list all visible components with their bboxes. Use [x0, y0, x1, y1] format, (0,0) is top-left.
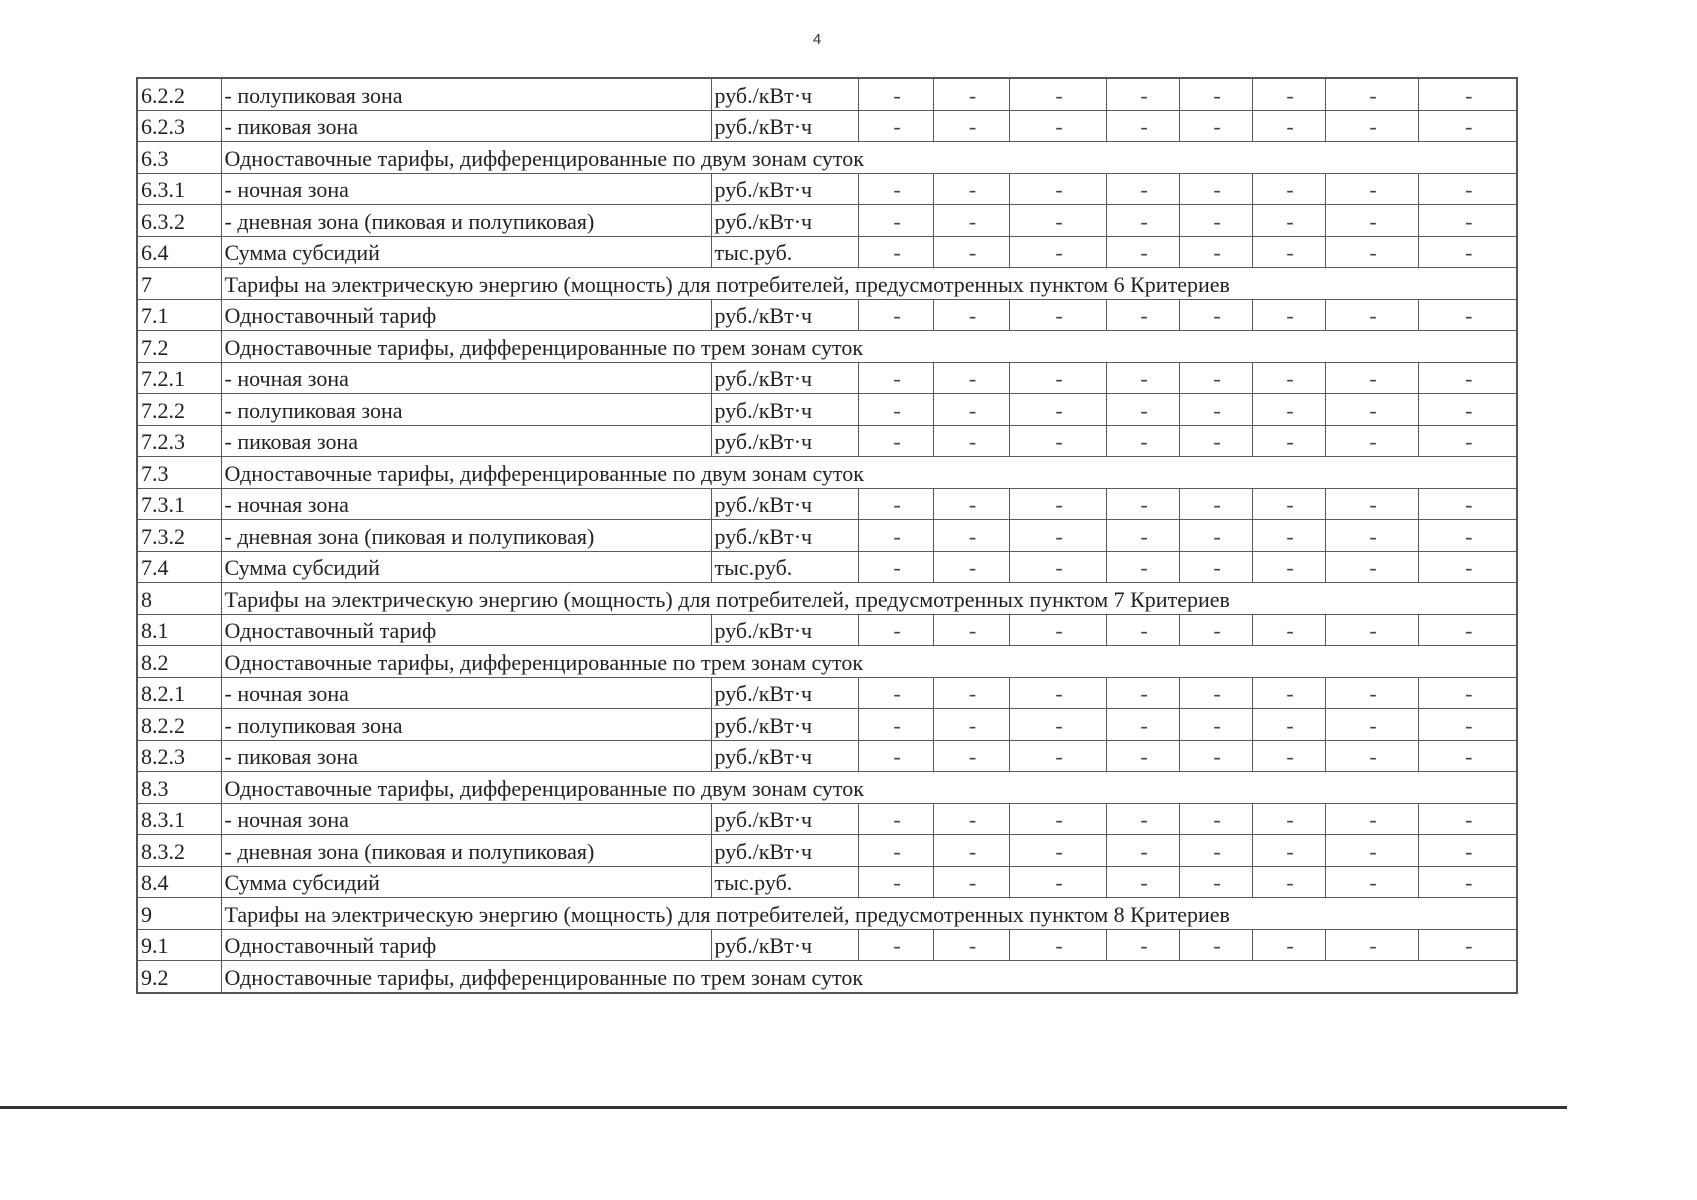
unit-cell: руб./кВт·ч — [711, 929, 858, 961]
value-cell: - — [1009, 173, 1106, 205]
indicator-name: - полупиковая зона — [221, 78, 711, 110]
row-number: 7.2.3 — [137, 425, 221, 457]
value-cell: - — [1009, 236, 1106, 268]
value-cell: - — [858, 394, 933, 426]
value-cell: - — [1179, 929, 1252, 961]
value-cell: - — [933, 299, 1009, 331]
indicator-name: - полупиковая зона — [221, 709, 711, 741]
row-number: 6.3.1 — [137, 173, 221, 205]
row-number: 7.3.1 — [137, 488, 221, 520]
table-row — [137, 78, 1517, 110]
value-cell: - — [933, 362, 1009, 394]
value-cell: - — [1252, 488, 1325, 520]
table-row — [137, 677, 1517, 709]
value-cell: - — [1009, 835, 1106, 867]
value-cell: - — [1418, 362, 1517, 394]
value-cell: - — [1325, 110, 1418, 142]
value-cell: - — [1009, 425, 1106, 457]
table-row — [137, 425, 1517, 457]
row-number: 9.2 — [137, 961, 221, 993]
table-row — [137, 803, 1517, 835]
value-cell: - — [1106, 110, 1179, 142]
unit-cell: руб./кВт·ч — [711, 362, 858, 394]
value-cell: - — [1325, 78, 1418, 110]
value-cell: - — [1325, 236, 1418, 268]
value-cell: - — [858, 299, 933, 331]
value-cell: - — [933, 236, 1009, 268]
value-cell: - — [1252, 394, 1325, 426]
value-cell: - — [1252, 236, 1325, 268]
unit-cell: руб./кВт·ч — [711, 677, 858, 709]
table-row — [137, 551, 1517, 583]
value-cell: - — [1418, 110, 1517, 142]
value-cell: - — [1009, 299, 1106, 331]
value-cell: - — [1106, 362, 1179, 394]
value-cell: - — [1106, 425, 1179, 457]
unit-cell: руб./кВт·ч — [711, 205, 858, 237]
value-cell: - — [1009, 488, 1106, 520]
value-cell: - — [1106, 835, 1179, 867]
value-cell: - — [1179, 614, 1252, 646]
section-header-row — [137, 772, 1517, 804]
row-number: 7.2 — [137, 331, 221, 363]
value-cell: - — [858, 803, 933, 835]
value-cell: - — [858, 929, 933, 961]
value-cell: - — [1418, 520, 1517, 552]
value-cell: - — [1179, 394, 1252, 426]
value-cell: - — [1179, 520, 1252, 552]
value-cell: - — [1418, 614, 1517, 646]
row-number: 7.2.1 — [137, 362, 221, 394]
unit-cell: тыс.руб. — [711, 236, 858, 268]
row-number: 6.4 — [137, 236, 221, 268]
value-cell: - — [1252, 205, 1325, 237]
value-cell: - — [1106, 551, 1179, 583]
section-header-row — [137, 331, 1517, 363]
table-row — [137, 173, 1517, 205]
value-cell: - — [933, 394, 1009, 426]
unit-cell: руб./кВт·ч — [711, 425, 858, 457]
section-title: Тарифы на электрическую энергию (мощность) для потребителей, предусмотренных пунктом 6 Критериев — [221, 268, 1517, 300]
row-number: 8.2.1 — [137, 677, 221, 709]
value-cell: - — [858, 835, 933, 867]
indicator-name: - ночная зона — [221, 677, 711, 709]
unit-cell: руб./кВт·ч — [711, 299, 858, 331]
value-cell: - — [858, 425, 933, 457]
unit-cell: руб./кВт·ч — [711, 78, 858, 110]
indicator-name: - ночная зона — [221, 362, 711, 394]
value-cell: - — [858, 520, 933, 552]
value-cell: - — [933, 78, 1009, 110]
value-cell: - — [1009, 677, 1106, 709]
value-cell: - — [1009, 929, 1106, 961]
value-cell: - — [1009, 866, 1106, 898]
value-cell: - — [1009, 520, 1106, 552]
row-number: 7 — [137, 268, 221, 300]
indicator-name: - ночная зона — [221, 488, 711, 520]
table-row — [137, 362, 1517, 394]
row-number: 7.3 — [137, 457, 221, 489]
value-cell: - — [1009, 740, 1106, 772]
row-number: 6.3 — [137, 142, 221, 174]
section-header-row — [137, 961, 1517, 993]
value-cell: - — [933, 803, 1009, 835]
value-cell: - — [1252, 740, 1325, 772]
value-cell: - — [933, 835, 1009, 867]
value-cell: - — [1325, 299, 1418, 331]
page-number: 4 — [812, 31, 822, 48]
value-cell: - — [1106, 78, 1179, 110]
value-cell: - — [858, 205, 933, 237]
row-number: 6.2.2 — [137, 78, 221, 110]
indicator-name: - пиковая зона — [221, 740, 711, 772]
indicator-name: - дневная зона (пиковая и полупиковая) — [221, 835, 711, 867]
value-cell: - — [933, 205, 1009, 237]
value-cell: - — [1325, 551, 1418, 583]
value-cell: - — [858, 740, 933, 772]
table-row — [137, 299, 1517, 331]
table-row — [137, 709, 1517, 741]
value-cell: - — [1252, 78, 1325, 110]
value-cell: - — [1418, 394, 1517, 426]
value-cell: - — [1325, 205, 1418, 237]
row-number: 8.2 — [137, 646, 221, 678]
row-number: 7.1 — [137, 299, 221, 331]
indicator-name: - пиковая зона — [221, 425, 711, 457]
value-cell: - — [858, 551, 933, 583]
value-cell: - — [1179, 866, 1252, 898]
value-cell: - — [1252, 362, 1325, 394]
value-cell: - — [858, 677, 933, 709]
section-header-row — [137, 583, 1517, 615]
row-number: 8.2.3 — [137, 740, 221, 772]
value-cell: - — [933, 740, 1009, 772]
value-cell: - — [1325, 362, 1418, 394]
unit-cell: руб./кВт·ч — [711, 709, 858, 741]
unit-cell: руб./кВт·ч — [711, 110, 858, 142]
value-cell: - — [1179, 551, 1252, 583]
row-number: 9.1 — [137, 929, 221, 961]
value-cell: - — [1179, 236, 1252, 268]
section-title: Одноставочные тарифы, дифференцированные по двум зонам суток — [221, 772, 1517, 804]
value-cell: - — [1106, 236, 1179, 268]
section-header-row — [137, 142, 1517, 174]
bottom-rule — [0, 1106, 1567, 1109]
value-cell: - — [1179, 110, 1252, 142]
row-number: 8.3.2 — [137, 835, 221, 867]
value-cell: - — [1325, 740, 1418, 772]
value-cell: - — [933, 110, 1009, 142]
value-cell: - — [1106, 488, 1179, 520]
value-cell: - — [858, 110, 933, 142]
unit-cell: тыс.руб. — [711, 551, 858, 583]
section-title: Одноставочные тарифы, дифференцированные по трем зонам суток — [221, 646, 1517, 678]
value-cell: - — [1252, 803, 1325, 835]
value-cell: - — [1325, 488, 1418, 520]
table-row — [137, 236, 1517, 268]
value-cell: - — [1252, 677, 1325, 709]
value-cell: - — [1325, 709, 1418, 741]
value-cell: - — [1179, 835, 1252, 867]
value-cell: - — [1106, 740, 1179, 772]
value-cell: - — [1418, 803, 1517, 835]
table-row — [137, 835, 1517, 867]
row-number: 8.2.2 — [137, 709, 221, 741]
unit-cell: руб./кВт·ч — [711, 614, 858, 646]
section-header-row — [137, 457, 1517, 489]
value-cell: - — [1009, 362, 1106, 394]
unit-cell: руб./кВт·ч — [711, 173, 858, 205]
value-cell: - — [933, 929, 1009, 961]
value-cell: - — [1418, 866, 1517, 898]
indicator-name: Одноставочный тариф — [221, 929, 711, 961]
value-cell: - — [1325, 866, 1418, 898]
value-cell: - — [858, 614, 933, 646]
section-title: Одноставочные тарифы, дифференцированные по двум зонам суток — [221, 457, 1517, 489]
table-row — [137, 394, 1517, 426]
row-number: 6.3.2 — [137, 205, 221, 237]
value-cell: - — [1252, 866, 1325, 898]
value-cell: - — [858, 362, 933, 394]
value-cell: - — [1009, 551, 1106, 583]
section-title: Тарифы на электрическую энергию (мощность) для потребителей, предусмотренных пунктом 7 Критериев — [221, 583, 1517, 615]
value-cell: - — [1179, 425, 1252, 457]
row-number: 8.1 — [137, 614, 221, 646]
value-cell: - — [1106, 614, 1179, 646]
value-cell: - — [858, 488, 933, 520]
value-cell: - — [1179, 78, 1252, 110]
value-cell: - — [1179, 488, 1252, 520]
table-row — [137, 205, 1517, 237]
row-number: 8 — [137, 583, 221, 615]
row-number: 9 — [137, 898, 221, 930]
value-cell: - — [1418, 835, 1517, 867]
section-header-row — [137, 646, 1517, 678]
row-number: 8.3 — [137, 772, 221, 804]
value-cell: - — [933, 488, 1009, 520]
value-cell: - — [1009, 205, 1106, 237]
unit-cell: руб./кВт·ч — [711, 740, 858, 772]
indicator-name: Одноставочный тариф — [221, 299, 711, 331]
indicator-name: Сумма субсидий — [221, 551, 711, 583]
table-row — [137, 488, 1517, 520]
unit-cell: руб./кВт·ч — [711, 394, 858, 426]
table-row — [137, 110, 1517, 142]
unit-cell: руб./кВт·ч — [711, 803, 858, 835]
row-number: 6.2.3 — [137, 110, 221, 142]
value-cell: - — [1179, 709, 1252, 741]
value-cell: - — [1418, 425, 1517, 457]
unit-cell: руб./кВт·ч — [711, 488, 858, 520]
section-title: Одноставочные тарифы, дифференцированные по трем зонам суток — [221, 961, 1517, 993]
value-cell: - — [1179, 803, 1252, 835]
value-cell: - — [1106, 866, 1179, 898]
value-cell: - — [1418, 709, 1517, 741]
value-cell: - — [1106, 205, 1179, 237]
value-cell: - — [1252, 835, 1325, 867]
value-cell: - — [1106, 709, 1179, 741]
row-number: 7.3.2 — [137, 520, 221, 552]
value-cell: - — [933, 551, 1009, 583]
unit-cell: тыс.руб. — [711, 866, 858, 898]
table-row — [137, 520, 1517, 552]
value-cell: - — [858, 78, 933, 110]
value-cell: - — [1179, 299, 1252, 331]
row-number: 8.4 — [137, 866, 221, 898]
value-cell: - — [1106, 803, 1179, 835]
value-cell: - — [858, 236, 933, 268]
value-cell: - — [933, 866, 1009, 898]
value-cell: - — [1418, 173, 1517, 205]
value-cell: - — [1418, 299, 1517, 331]
value-cell: - — [1106, 520, 1179, 552]
row-number: 7.2.2 — [137, 394, 221, 426]
value-cell: - — [933, 173, 1009, 205]
value-cell: - — [1325, 394, 1418, 426]
indicator-name: - ночная зона — [221, 803, 711, 835]
value-cell: - — [933, 520, 1009, 552]
value-cell: - — [1106, 929, 1179, 961]
value-cell: - — [1418, 78, 1517, 110]
indicator-name: - ночная зона — [221, 173, 711, 205]
value-cell: - — [1418, 677, 1517, 709]
value-cell: - — [1252, 173, 1325, 205]
indicator-name: - дневная зона (пиковая и полупиковая) — [221, 205, 711, 237]
value-cell: - — [1009, 614, 1106, 646]
value-cell: - — [1252, 551, 1325, 583]
value-cell: - — [1325, 677, 1418, 709]
value-cell: - — [1325, 835, 1418, 867]
value-cell: - — [1418, 551, 1517, 583]
value-cell: - — [1179, 205, 1252, 237]
table-row — [137, 740, 1517, 772]
value-cell: - — [1418, 488, 1517, 520]
value-cell: - — [933, 677, 1009, 709]
value-cell: - — [1009, 709, 1106, 741]
section-header-row — [137, 898, 1517, 930]
value-cell: - — [1009, 394, 1106, 426]
value-cell: - — [933, 709, 1009, 741]
value-cell: - — [1106, 677, 1179, 709]
section-title: Одноставочные тарифы, дифференцированные по двум зонам суток — [221, 142, 1517, 174]
value-cell: - — [1252, 110, 1325, 142]
value-cell: - — [933, 425, 1009, 457]
value-cell: - — [1325, 173, 1418, 205]
value-cell: - — [858, 866, 933, 898]
value-cell: - — [1106, 173, 1179, 205]
value-cell: - — [1418, 205, 1517, 237]
indicator-name: Сумма субсидий — [221, 236, 711, 268]
indicator-name: - дневная зона (пиковая и полупиковая) — [221, 520, 711, 552]
value-cell: - — [1252, 520, 1325, 552]
value-cell: - — [1325, 803, 1418, 835]
table-row — [137, 866, 1517, 898]
value-cell: - — [1009, 110, 1106, 142]
value-cell: - — [1009, 803, 1106, 835]
unit-cell: руб./кВт·ч — [711, 520, 858, 552]
value-cell: - — [1325, 614, 1418, 646]
row-number: 8.3.1 — [137, 803, 221, 835]
section-header-row — [137, 268, 1517, 300]
value-cell: - — [858, 709, 933, 741]
value-cell: - — [1418, 236, 1517, 268]
indicator-name: Одноставочный тариф — [221, 614, 711, 646]
value-cell: - — [1179, 173, 1252, 205]
value-cell: - — [1179, 677, 1252, 709]
value-cell: - — [1009, 78, 1106, 110]
value-cell: - — [1106, 299, 1179, 331]
value-cell: - — [1252, 709, 1325, 741]
value-cell: - — [1325, 425, 1418, 457]
table-row — [137, 929, 1517, 961]
table-row — [137, 614, 1517, 646]
section-title: Одноставочные тарифы, дифференцированные по трем зонам суток — [221, 331, 1517, 363]
value-cell: - — [1252, 929, 1325, 961]
value-cell: - — [1418, 740, 1517, 772]
value-cell: - — [1325, 929, 1418, 961]
section-title: Тарифы на электрическую энергию (мощность) для потребителей, предусмотренных пунктом 8 Критериев — [221, 898, 1517, 930]
tariff-table — [136, 77, 1518, 994]
value-cell: - — [1179, 362, 1252, 394]
value-cell: - — [858, 173, 933, 205]
value-cell: - — [1252, 299, 1325, 331]
row-number: 7.4 — [137, 551, 221, 583]
value-cell: - — [1325, 520, 1418, 552]
value-cell: - — [1252, 425, 1325, 457]
indicator-name: - пиковая зона — [221, 110, 711, 142]
unit-cell: руб./кВт·ч — [711, 835, 858, 867]
value-cell: - — [1106, 394, 1179, 426]
value-cell: - — [1179, 740, 1252, 772]
value-cell: - — [1252, 614, 1325, 646]
value-cell: - — [933, 614, 1009, 646]
value-cell: - — [1418, 929, 1517, 961]
indicator-name: Сумма субсидий — [221, 866, 711, 898]
indicator-name: - полупиковая зона — [221, 394, 711, 426]
